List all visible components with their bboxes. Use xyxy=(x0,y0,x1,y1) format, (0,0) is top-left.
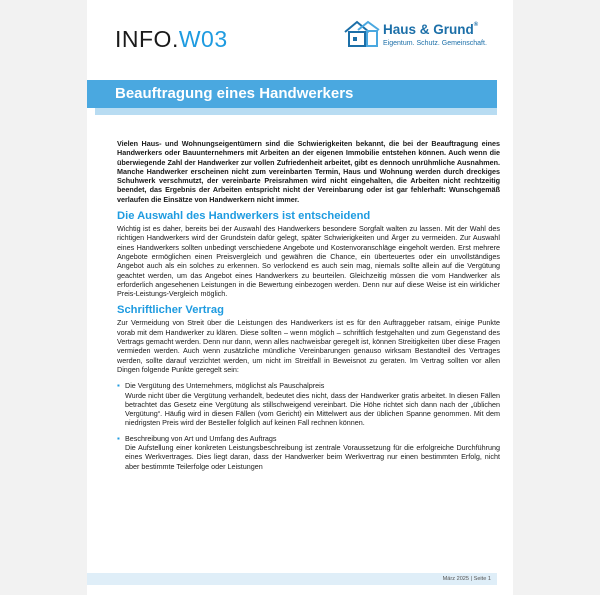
point-title: Die Vergütung des Unternehmers, möglichst als Pauschalpreis xyxy=(125,381,325,391)
list-item xyxy=(117,434,500,471)
section-text-auswahl: Wichtig ist es daher, bereits bei der Auswahl des Handwerkers besondere Sorgfalt walten zu lassen. Mit der Wahl des richtigen Handwerkers wird der Grundstein dafür gelegt, später Schwierigkeiten und Ärger zu vermeiden. Zur Auswahl eines Handwerkers sollten unbedingt verschiedene Angebote und Kostenvoranschläge eingeholt werden. Erst mehrere Angebote ermöglichen einen Preisvergleich und gewähren die Chance, ein überteuertes oder ein unvollständiges Angebot auch als ein solches zu erkennen. So verlockend es auch sein mag, niemals sollte allein auf die Vergütung geachtet werden, um das Angebot eines Handwerkers zu beurteilen. Gleichzeitig müssen die vom Handwerker als erforderlich angesehenen Leistungen in die Bewertung einbezogen werden. Denn nur auf diese Weise ist ein wirklicher Preis-Leistungs-Vergleich möglich. xyxy=(117,224,500,299)
info-title xyxy=(115,26,228,53)
section-text-vertrag: Zur Vermeidung von Streit über die Leistungen des Handwerkers ist es für den Auftraggeber ratsam, einige Punkte vorab mit dem Handwerker zu klären. Diese sollten – wenn möglich – schriftlich festgehalten und zum Gegenstand des Vertrags gemacht werden. Denn nur dann, wenn alles nachweisbar geregelt ist, können Streitigkeiten über diese Fragen vermieden werden. Auch wenn zusätzliche mündliche Vereinbarungen genauso wirksam Bestandteil des Vertrages werden, sollte darauf verzichtet werden, um nicht im Streitfall in Beweisnot zu geraten. Im Vertrag sollten vor allen Dingen folgende Punkte geregelt sein: xyxy=(117,318,500,374)
logo-tagline: Eigentum. Schutz. Gemeinschaft. xyxy=(383,40,487,47)
bullet-icon: ▪ xyxy=(117,433,120,443)
intro-paragraph: Vielen Haus- und Wohnungseigentümern sind die Schwierigkeiten bekannt, die bei der Beauftragung eines Handwerkers oder Bauunternehmers mit Arbeiten an der eigenen Immobilie entstehen können. Auch wenn die überwiegende Zahl der Handwerker zur vollen Zufriedenheit arbeitet, gibt es dennoch unrühmliche Ausnahmen. Manche Handwerker erscheinen nicht zum vereinbarten Termin, Haus und Wohnung werden durch dreckiges Schuhwerk verschmutzt, der vereinbarte Preisrahmen wird nicht eingehalten, die Arbeiten nicht rechtzeitig beendet, das Ergebnis der Arbeiten entspricht nicht der Vereinbarung oder ist gar fehlerhaft: Wunschgemäß verlaufen die Einsätze von Handwerkern nicht immer. xyxy=(117,139,500,204)
point-title: Beschreibung von Art und Umfang des Auftrags xyxy=(125,433,277,443)
footer-bar xyxy=(87,573,497,585)
house-icon xyxy=(342,18,382,54)
logo-name xyxy=(383,22,478,37)
title-banner xyxy=(87,80,497,108)
haus-und-grund-logo xyxy=(342,18,507,58)
content xyxy=(117,139,500,477)
point-text: Wurde nicht über die Vergütung verhandelt, bedeutet dies nicht, dass der Handwerker gratis arbeitet. In diesen Fällen betrachtet das Gesetz eine Vergütung als stillschweigend vereinbart. Die Höhe richtet sich dann nach der „üblichen Vergütung“. Häufig wird in diesen Fällen (vom Gericht) ein Mittelwert aus der üblichen Spanne genommen. Mit dem niedrigsten Preis wird der Besteller folglich auf keinen Fall rechnen können. xyxy=(125,390,500,428)
section-heading-auswahl: Die Auswahl des Handwerkers ist entscheidend xyxy=(117,210,371,223)
page-footer: März 2025 | Seite 1 xyxy=(442,576,491,582)
point-text: Die Aufstellung einer konkreten Leistungsbeschreibung ist zentrale Voraussetzung für die erfolgreiche Durchführung eines Werkvertrages. Dies liegt daran, dass der Handwerker beim Werkvertrag nur einen bestimmten Erfolg, nicht aber bestimmte Teilerfolge oder Leistungen xyxy=(125,443,500,471)
info-title-prefix: INFO. xyxy=(115,26,179,52)
document-page xyxy=(87,0,513,595)
logo-registered: ® xyxy=(473,22,479,28)
document-title: Beauftragung eines Handwerkers xyxy=(115,85,354,102)
contract-points-list xyxy=(117,381,500,471)
list-item xyxy=(117,381,500,427)
banner-shadow xyxy=(95,108,497,115)
info-title-code: W03 xyxy=(178,26,228,52)
logo-name-text: Haus & Grund xyxy=(383,22,474,37)
bullet-icon: ▪ xyxy=(117,381,120,391)
section-heading-vertrag: Schriftlicher Vertrag xyxy=(117,304,224,317)
